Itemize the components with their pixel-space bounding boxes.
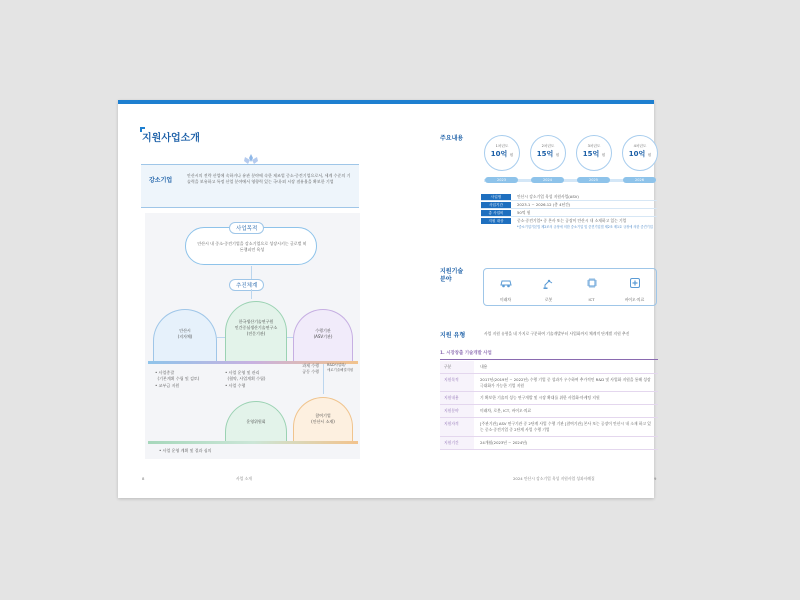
footer-title-right: 2024 안산시 강소기업 육성 지원사업 성과사례집 [513,476,595,481]
sub-section-rule [440,359,658,360]
intro-label: 강소기업 [149,177,173,184]
year-circle-4: 4차년도 10억 원 [622,135,658,171]
tech-item: ICT [578,275,606,303]
year-circle-2: 2차년도 15억 원 [530,135,566,171]
center-line-3: (전문기관) [246,331,266,336]
ansan-bullets: • 사업총괄 (기본계획 수립 및 검토) • 교부금 지원 [155,370,200,388]
committee-title: 운영위원회 [246,419,266,424]
year-badge-4: 2026 [623,177,656,183]
intro-box [141,164,359,208]
year-circle-3: 3차년도 15억 원 [576,135,612,171]
table-row: 지원기간 24개월(2023년 ~ 2024년) [440,437,658,450]
ansan-sub: (지자체) [177,334,193,339]
support-type-desc: 사업 지원 유형을 네 가지로 구분하여 기술개발부터 사업화까지 체계적 단계별 지원 추진 [484,331,630,336]
org-sub: (ASV기관) [313,334,333,339]
ansan-dome [153,309,217,361]
connector-line [251,289,252,299]
table-header: 구분 내용 [440,361,658,374]
committee-bullet: • 사업 운영 계획 및 결과 심의 [159,448,212,453]
footer-label-left: 사업 소개 [236,476,252,481]
year-badge-1: 2023 [485,177,518,183]
info-row: 총 사업비 50억 원 [481,209,657,217]
sub-section-title: 1. 시장창출 기술개발 사업 [440,351,492,356]
tech-item: 로봇 [535,275,563,303]
gradient-ribbon [148,441,358,444]
connector-line [323,364,324,394]
participant-title: 참여기업 [315,413,331,418]
footer-page-right: 9 [654,476,657,481]
committee-dome [225,401,287,441]
intro-text: 안산시의 전략 산업에 속하거나 유관 분야에 속한 제조업 중소·중견기업으로서, 세계 수준의 기술력을 보유하고 특정 산업 분야에서 영향력 있는 국내·외 시장 점유율을 확보한 기업 [187,173,351,185]
info-table [481,193,657,230]
table-row: 지원내용 기 확보한 기술의 성능 연구개발 및 시장 확대를 위한 사업화·마케팅 지원 [440,392,658,405]
footer-page-left: 8 [142,476,145,481]
center-bullets: • 사업 운영 및 관리 (협약, 사업계획 수립) • 사업 수행 [225,370,266,388]
center-line-2: 인간중심생산기술연구소 [234,325,278,330]
year-budget-row [484,135,658,185]
purpose-text: 안산시 내 중소·중견기업을 강소기업으로 성장시키는 글로벌 히든챔피언 육성 [197,241,307,252]
org-dome [293,309,353,361]
table-row: 지원분야 미래차, 로봇, ICT, 바이오·의료 [440,405,658,418]
tech-field-box [483,268,657,306]
collab-sub: R&D사업화/ 애로기술해결지원 [327,363,354,373]
participant-sub: (안산시 소재) [311,419,335,424]
robot-arm-icon [542,276,556,290]
tech-item: 바이오·의료 [621,275,649,303]
org-title: 수행기관 [315,328,331,333]
document-spread [118,100,657,498]
page-title: 지원사업소개 [142,133,200,144]
tech-item: 미래차 [492,275,520,303]
table-row: 지원자격 [주관기관] ASV 연구기관 중 2단계 사업 수행 기관 [참여기관] 본사 또는 공장이 안산시 내 소재 하고 있는 중소·중견기업 중 2단계 사업 수행 기업 [440,418,658,436]
top-accent-bar [118,100,654,104]
car-icon [499,276,513,290]
year-badge-3: 2025 [577,177,610,183]
support-type-label: 지원 유형 [440,332,466,339]
info-row: 사업기간 2023.1 ~ 2026.12 (총 4년간) [481,201,657,209]
connector-line [251,266,252,279]
info-row: 사업명 안산시 강소기업 육성 지원사업(ASV) [481,193,657,201]
table-row: 지원목적 2017년(2019년 ~ 2022년) 수행 기업 중 성과가 우수하여 추가적인 R&D 및 사업화 지원을 통해 성장 극대화가 가능한 기업 지원 [440,374,658,392]
bio-medical-icon [628,276,642,290]
support-table [440,361,658,450]
collab-label: 과제 수행 공동 수행 [302,363,319,375]
info-row: 지원 대상 중소·중견기업* 중 본사 또는 공장이 안산시 내 소재하고 있는 기업 [481,217,657,225]
participant-dome [293,397,353,441]
main-content-label: 주요내용 [440,135,464,142]
ansan-title: 안산시 [179,328,191,333]
tech-field-label: 지원기술 분야 [440,268,464,283]
chip-icon [585,276,599,290]
purpose-label: 사업목적 [229,222,264,234]
info-note: *중소기업기본법 제2조의 규정에 의한 중소기업 및 중견기업법 제2조 제1호 규정에 의한 중견기업 [517,225,653,229]
center-dome [225,301,287,361]
year-badge-2: 2024 [531,177,564,183]
year-circle-1: 1차년도 10억 원 [484,135,520,171]
system-diagram [145,213,360,459]
system-label: 추진체계 [229,279,264,291]
center-line-1: 한국생산기술연구원 [238,319,274,324]
